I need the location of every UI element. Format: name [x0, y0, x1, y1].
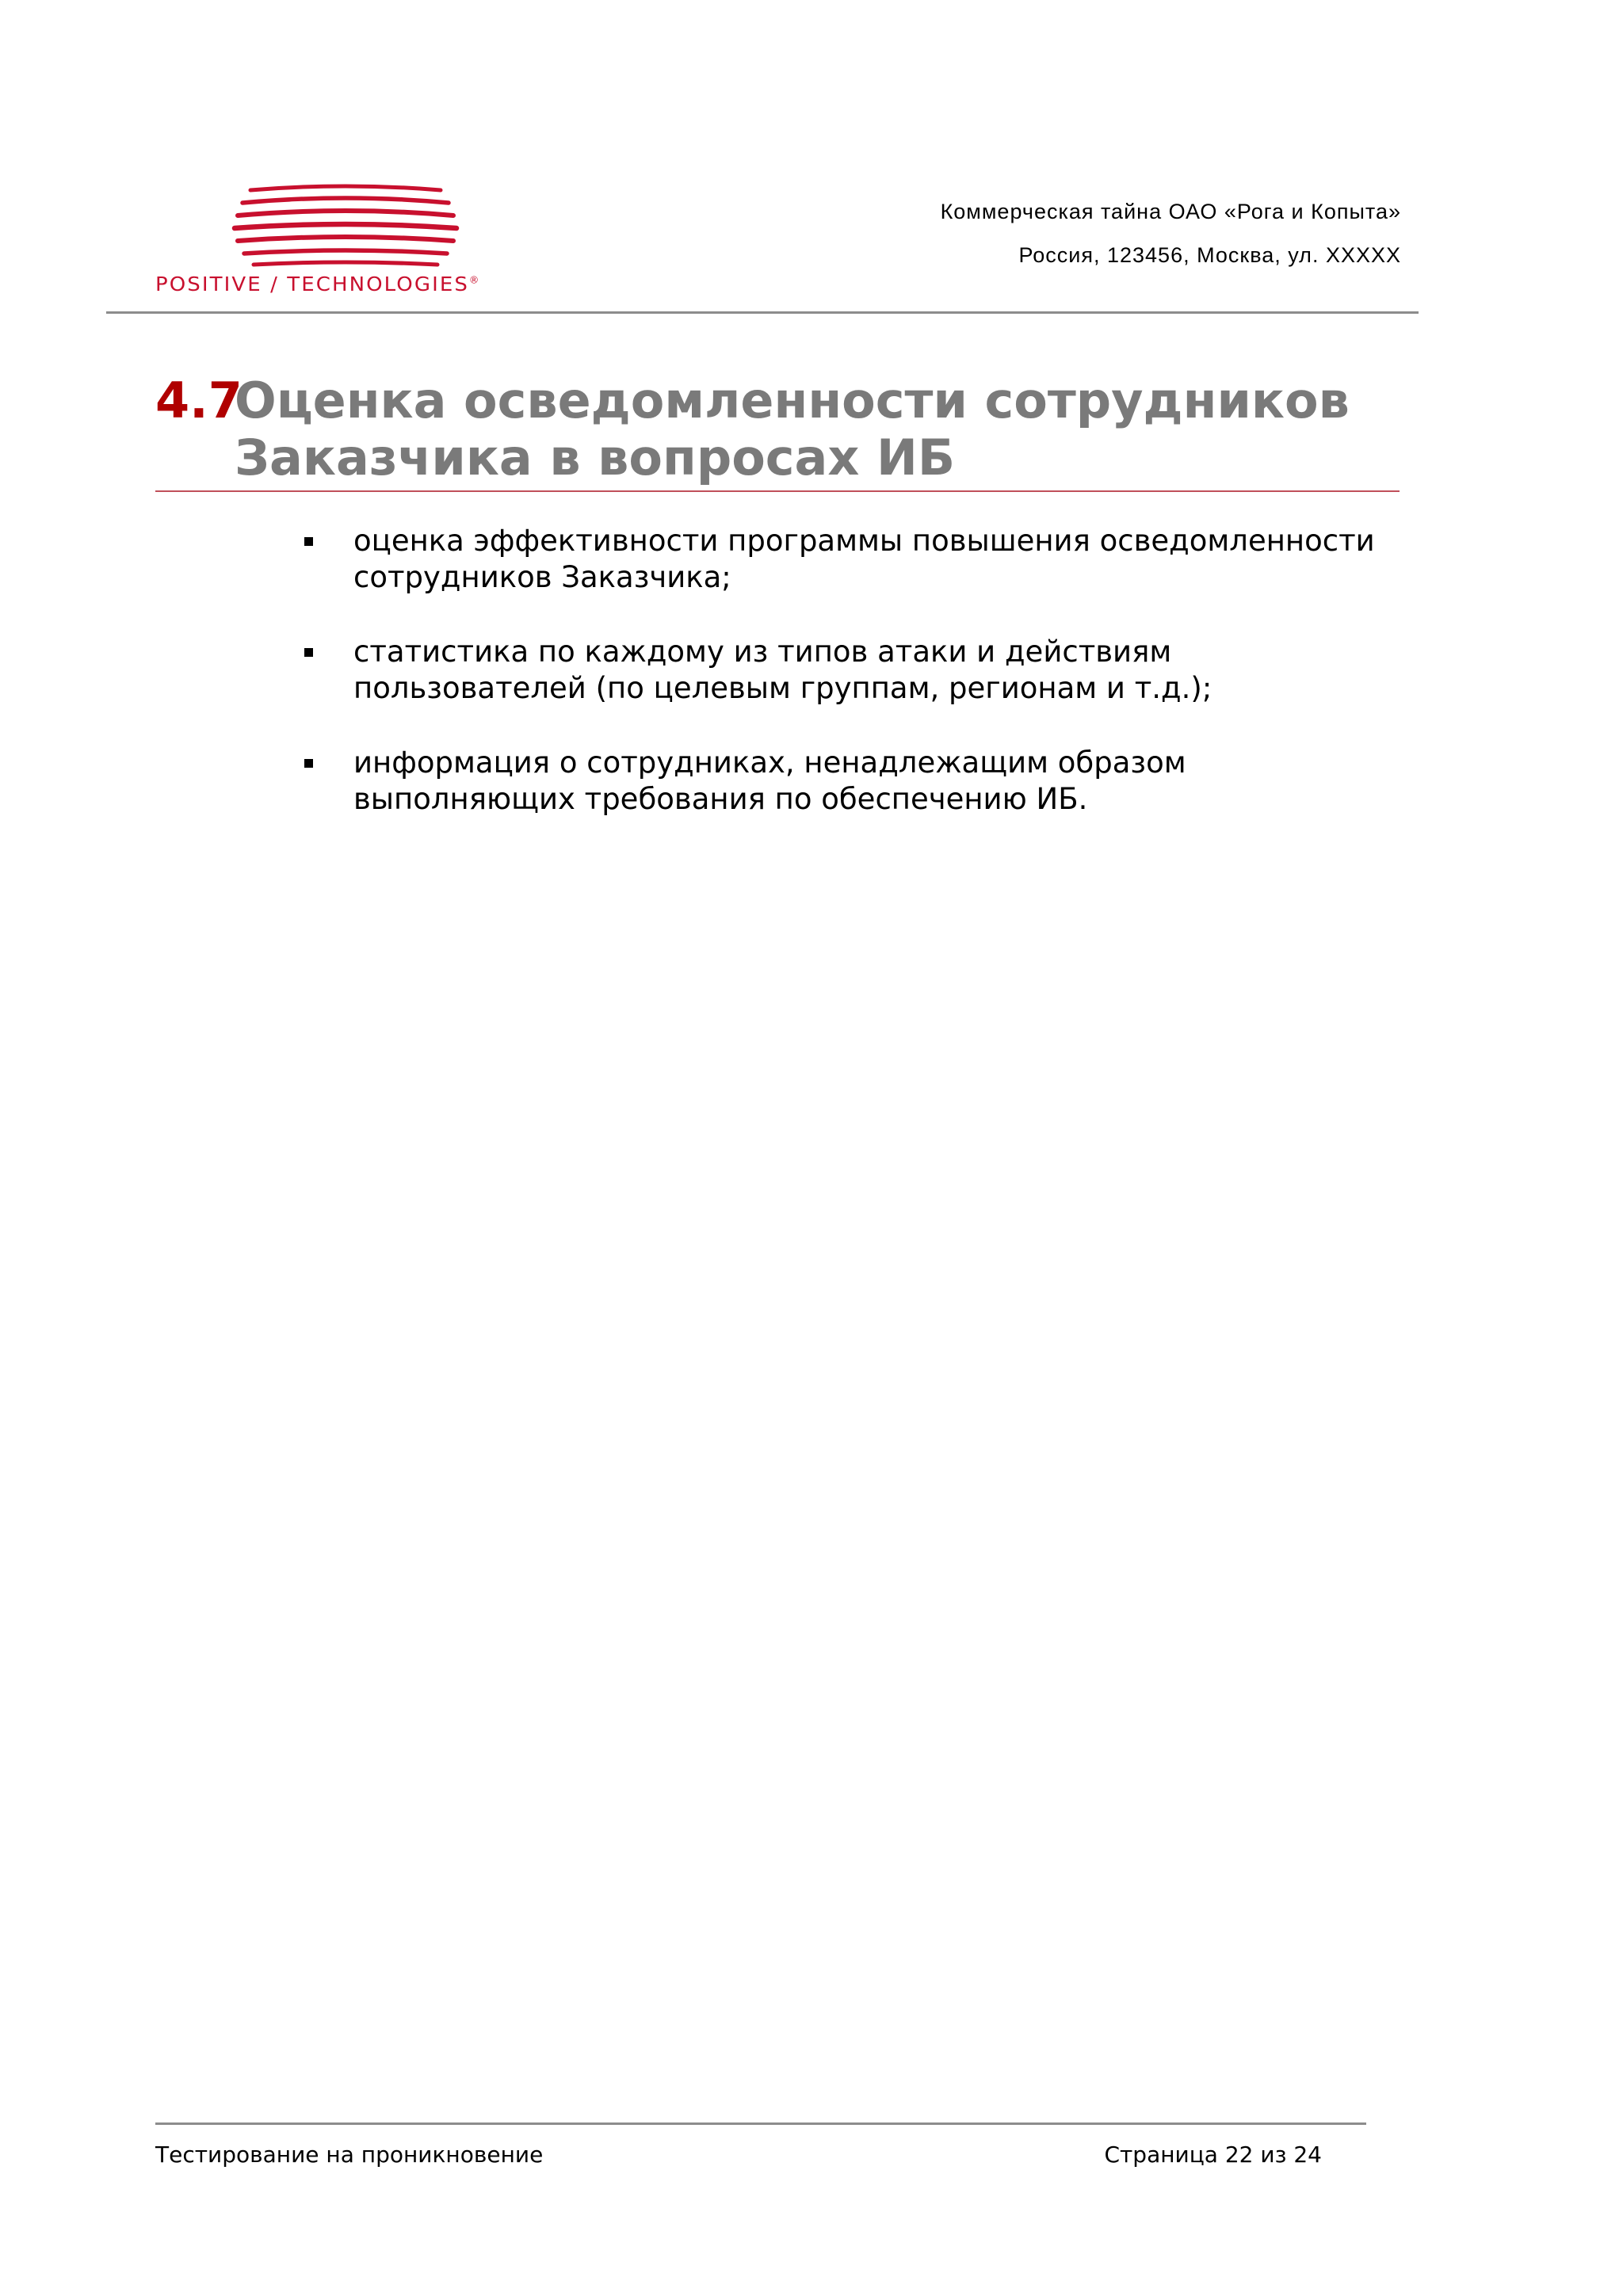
header-info — [941, 190, 1401, 277]
footer-page-number: Страница 22 из 24 — [1104, 2142, 1322, 2168]
section-title: Оценка осведомленности сотрудников Заказчика в вопросах ИБ — [235, 372, 1350, 486]
list-item — [301, 523, 1411, 596]
positive-technologies-logo-icon — [155, 184, 528, 271]
header-divider — [106, 311, 1419, 314]
list-item — [301, 634, 1411, 707]
square-bullet-icon — [304, 537, 313, 546]
square-bullet-icon — [304, 759, 313, 768]
square-bullet-icon — [304, 648, 313, 657]
list-item — [301, 745, 1411, 818]
logo-wordmark: POSITIVE / TECHNOLOGIES® — [155, 273, 479, 296]
company-logo — [155, 184, 528, 303]
section-number: 4.7 — [155, 372, 242, 429]
footer-divider — [155, 2122, 1366, 2125]
footer-document-title: Тестирование на проникновение — [155, 2142, 544, 2168]
company-address: Россия, 123456, Москва, ул. XXXXX — [1018, 243, 1401, 267]
confidential-notice: Коммерческая тайна ОАО «Рога и Копыта» — [940, 200, 1401, 223]
bullet-list — [301, 523, 1411, 856]
list-item-text: оценка эффективности программы повышения осведомленности сотрудников Заказчика; — [353, 524, 1375, 594]
heading-divider — [155, 490, 1400, 492]
list-item-text: статистика по каждому из типов атаки и действиям пользователей (по целевым группам, регионам и т.д.); — [353, 635, 1212, 705]
list-item-text: информация о сотрудниках, ненадлежащим образом выполняющих требования по обеспечению ИБ. — [353, 746, 1186, 816]
